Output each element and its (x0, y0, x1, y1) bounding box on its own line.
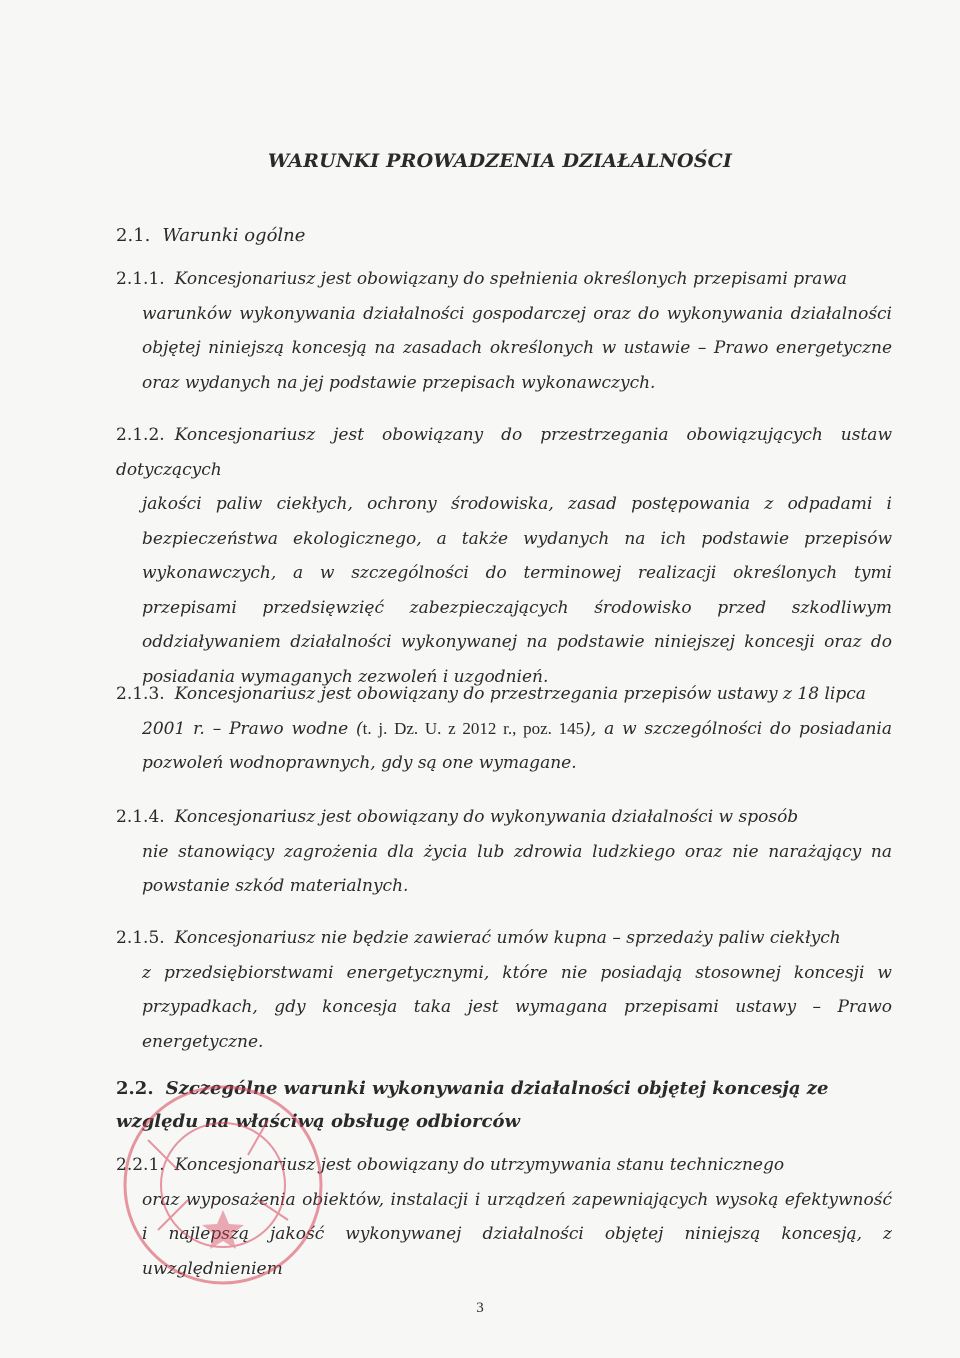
paragraph-text-rest: z przedsiębiorstwami energetycznymi, które nie posiadają stosownej koncesji w przypadkach, gdy koncesja taka jest wymagana przepisami ustawy – Prawo energetyczne. (142, 962, 892, 1052)
paragraph-text-c: ), a w szczególności do posiadania pozwoleń wodnoprawnych, gdy są one wymagane. (142, 718, 893, 773)
section-number: 2.1. (116, 225, 151, 246)
paragraph-number: 2.1.5. (116, 928, 165, 948)
legal-citation: t. j. Dz. U. z 2012 r., poz. 145 (362, 718, 585, 738)
paragraph-2-1-2 (116, 418, 892, 694)
paragraph-text-first: Koncesjonariusz nie będzie zawierać umów kupna – sprzedaży paliw ciekłych (174, 928, 841, 948)
paragraph-2-1-3 (116, 677, 892, 781)
paragraph-text-rest: jakości paliw ciekłych, ochrony środowiska, zasad postępowania z odpadami i bezpieczeństwa ekologicznego, a także wydanych na ich podstawie przepisów wykonawczych, a w szczególności do terminowej realizacji określonych tymi przepisami przedsięwzięć zabezpieczających środowisko przed szkodliwym oddziaływaniem działalności wykonywanej na podstawie niniejszej koncesji oraz do posiadania wymaganych zezwoleń i uzgodnień. (142, 494, 892, 687)
paragraph-2-1-4 (116, 800, 892, 904)
paragraph-number: 2.1.3. (116, 684, 165, 704)
section-label: Warunki ogólne (162, 225, 306, 246)
paragraph-text-first: Koncesjonariusz jest obowiązany do przestrzegania obowiązujących ustaw dotyczących (116, 425, 892, 480)
paragraph-text-first: Koncesjonariusz jest obowiązany do utrzymywania stanu technicznego (174, 1155, 785, 1175)
official-stamp-icon (118, 1080, 328, 1290)
paragraph-text-rest: warunków wykonywania działalności gospodarczej oraz do wykonywania działalności objętej niniejszą koncesją na zasadach określonych w ustawie – Prawo energetyczne oraz wydanych na jej podstawie przepisach wykonawczych. (142, 303, 892, 393)
paragraph-number: 2.1.2. (116, 425, 165, 445)
paragraph-text-rest: oraz wyposażenia obiektów, instalacji i urządzeń zapewniających wysoką efektywność i najlepszą jakość wykonywanej działalności objętej niniejszą koncesją, z uwzględnieniem (142, 1189, 892, 1279)
page-title: WARUNKI PROWADZENIA DZIAŁALNOŚCI (267, 150, 733, 172)
paragraph-text-a: 2001 r. – Prawo wodne ( (142, 718, 363, 739)
paragraph-2-1-5 (116, 921, 892, 1059)
paragraph-2-1-1 (116, 262, 892, 400)
paragraph-number: 2.2.1. (116, 1155, 165, 1175)
page-number: 3 (476, 1300, 484, 1316)
paragraph-text-first: Koncesjonariusz jest obowiązany do spełnienia określonych przepisami prawa (174, 269, 848, 289)
paragraph-text-rest: nie stanowiący zagrożenia dla życia lub zdrowia ludzkiego oraz nie narażający na powstanie szkód materialnych. (142, 841, 892, 896)
paragraph-number: 2.1.4. (116, 807, 165, 827)
paragraph-text-first: Koncesjonariusz jest obowiązany do przestrzegania przepisów ustawy z 18 lipca (174, 684, 866, 704)
paragraph-text-first: Koncesjonariusz jest obowiązany do wykonywania działalności w sposób (174, 807, 799, 827)
section-heading-2-1 (116, 225, 305, 246)
paragraph-number: 2.1.1. (116, 269, 165, 289)
section-number: 2.2. (116, 1078, 154, 1099)
section-label: Szczególne warunki wykonywania działalności objętej koncesją ze względu na właściwą obsługę odbiorców (116, 1078, 829, 1132)
